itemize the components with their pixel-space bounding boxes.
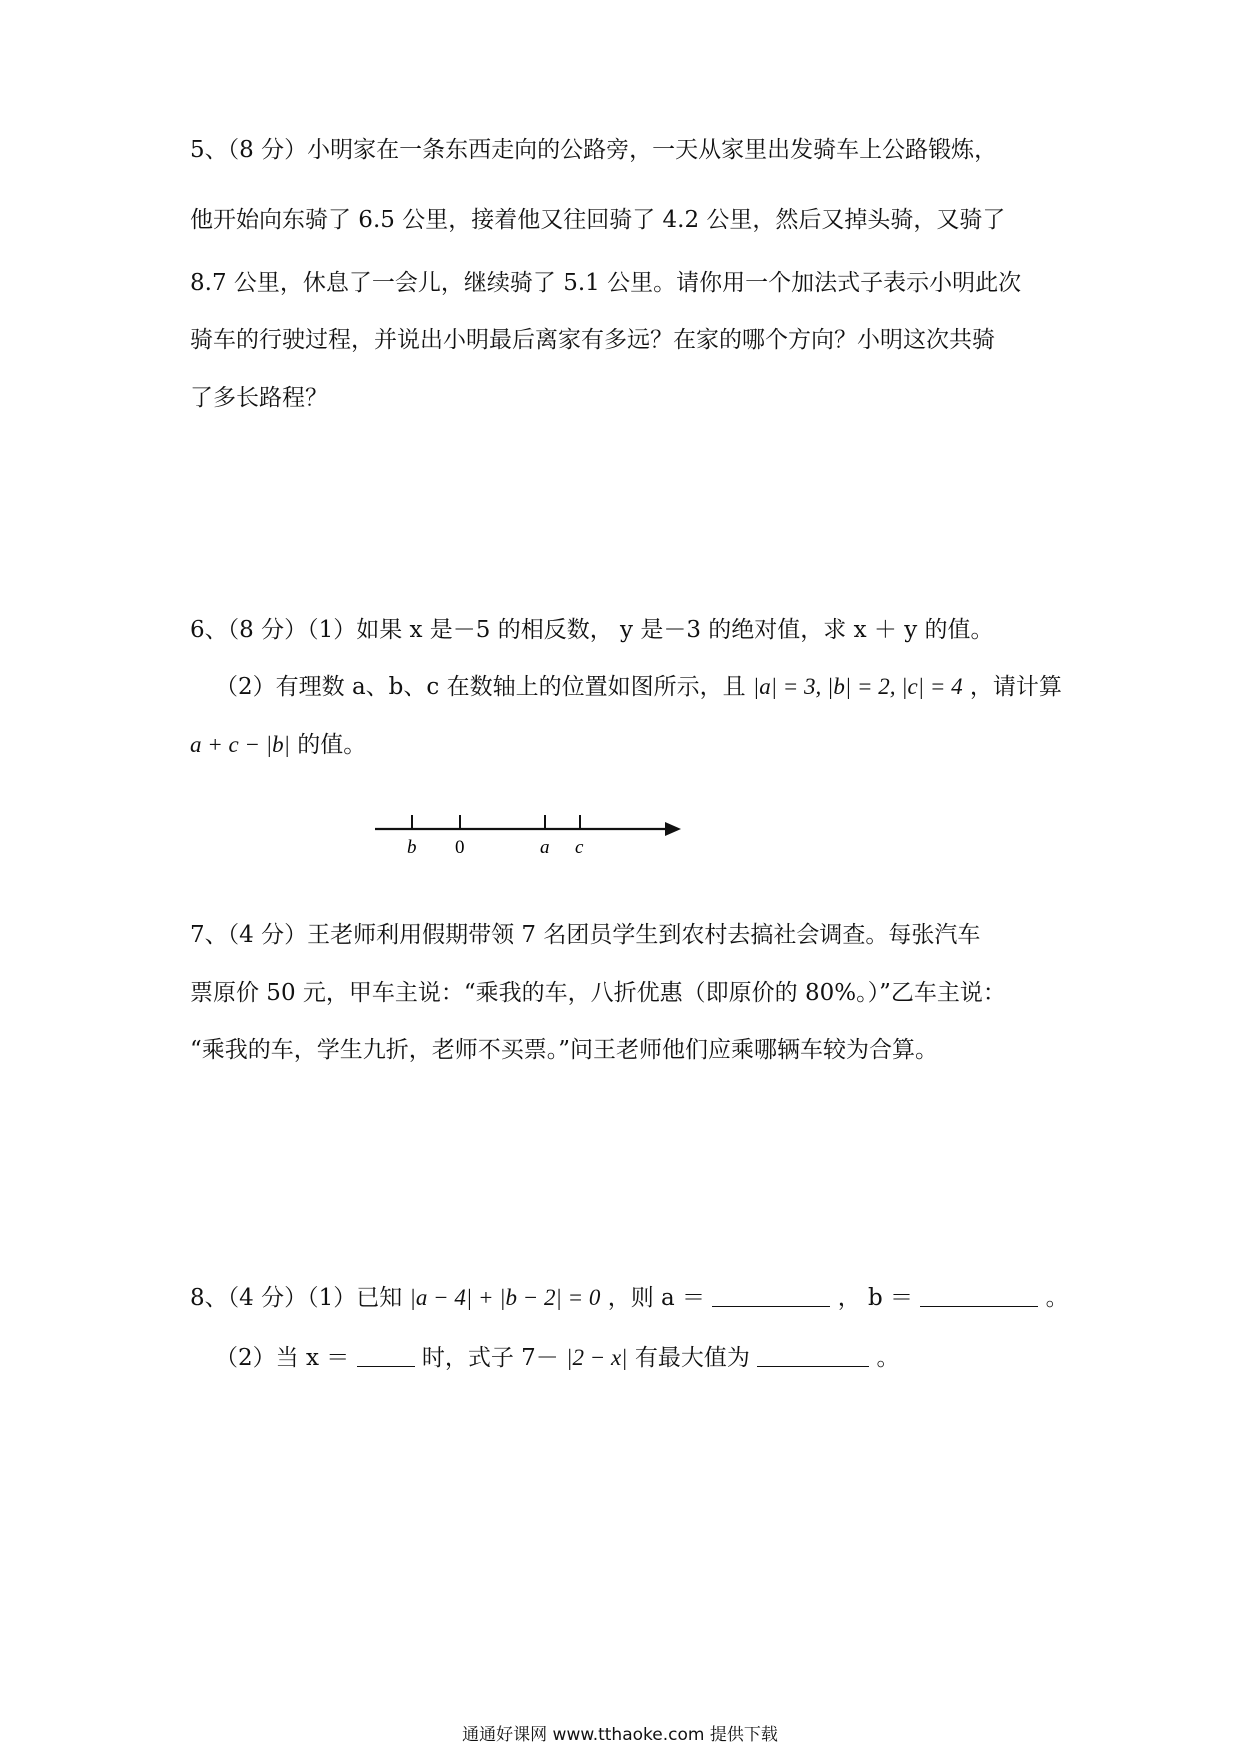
label-0: 0 bbox=[455, 837, 465, 855]
q8-b-blank[interactable] bbox=[920, 1284, 1038, 1307]
q5-line-2: 他开始向东骑了 6.5 公里，接着他又往回骑了 4.2 公里，然后又掉头骑，又骑了 bbox=[190, 207, 1006, 233]
q5-line-3: 8.7 公里，休息了一会儿，继续骑了 5.1 公里。请你用一个加法式子表示小明此次 bbox=[190, 270, 1022, 296]
label-a: a bbox=[540, 837, 550, 855]
q8-a-blank[interactable] bbox=[712, 1284, 830, 1307]
q8-line-2-prefix: （2）当 x ＝ bbox=[215, 1345, 350, 1371]
q8-line-2-suffix: 有最大值为 bbox=[634, 1345, 750, 1371]
q6-expression: a + c − |b| bbox=[190, 732, 290, 757]
q8-line-2 bbox=[215, 1343, 899, 1373]
label-b: b bbox=[407, 837, 417, 855]
q7-line-3: “乘我的车，学生九折，老师不买票。”问王老师他们应乘哪辆车较为合算。 bbox=[190, 1037, 939, 1063]
q6-line-3-suffix: 的值。 bbox=[297, 732, 367, 758]
q7-line-2: 票原价 50 元，甲车主说：“乘我的车，八折优惠（即原价的 80%。）”乙车主说： bbox=[190, 980, 1006, 1006]
label-c: c bbox=[575, 837, 584, 855]
q5-line-4: 骑车的行驶过程，并说出小明最后离家有多远？在家的哪个方向？小明这次共骑 bbox=[190, 327, 995, 353]
q8-line-1-end: 。 bbox=[1045, 1285, 1069, 1311]
number-line-arrow bbox=[665, 822, 681, 836]
q8-x-blank[interactable] bbox=[357, 1344, 415, 1367]
q8-line-2-mid: 时，式子 7－ bbox=[421, 1345, 559, 1371]
q6-line-2 bbox=[215, 672, 1062, 702]
q6-line-2-prefix: （2）有理数 a、b、c 在数轴上的位置如图所示，且 bbox=[215, 674, 746, 700]
q5-line-5: 了多长路程？ bbox=[190, 385, 328, 411]
q6-line-2-suffix: ，请计算 bbox=[969, 674, 1062, 700]
q8-abs-expression: |2 − x| bbox=[566, 1345, 628, 1370]
page-footer: 通通好课网 www.tthaoke.com 提供下载 bbox=[462, 1725, 778, 1745]
q8-line-1 bbox=[190, 1283, 1069, 1313]
q8-a-label: ，则 a ＝ bbox=[607, 1285, 706, 1311]
q8-line-2-end: 。 bbox=[876, 1345, 900, 1371]
q5-line-1: 5、（8 分）小明家在一条东西走向的公路旁，一天从家里出发骑车上公路锻炼， bbox=[190, 137, 998, 163]
q8-b-label: ， b ＝ bbox=[837, 1285, 914, 1311]
q8-line-1-prefix: 8、（4 分）（1）已知 bbox=[190, 1285, 403, 1311]
q6-line-1: 6、（8 分）（1）如果 x 是－5 的相反数， y 是－3 的绝对值，求 x ＋ y 的值。 bbox=[190, 617, 994, 643]
q8-max-blank[interactable] bbox=[757, 1344, 869, 1367]
number-line-diagram bbox=[375, 805, 685, 855]
q6-line-3 bbox=[190, 730, 366, 760]
q8-abs-equation: |a − 4| + |b − 2| = 0 bbox=[409, 1285, 601, 1310]
q7-line-1: 7、（4 分）王老师利用假期带领 7 名团员学生到农村去搞社会调查。每张汽车 bbox=[190, 922, 981, 948]
q6-abs-formula: |a| = 3, |b| = 2, |c| = 4 bbox=[752, 674, 963, 699]
